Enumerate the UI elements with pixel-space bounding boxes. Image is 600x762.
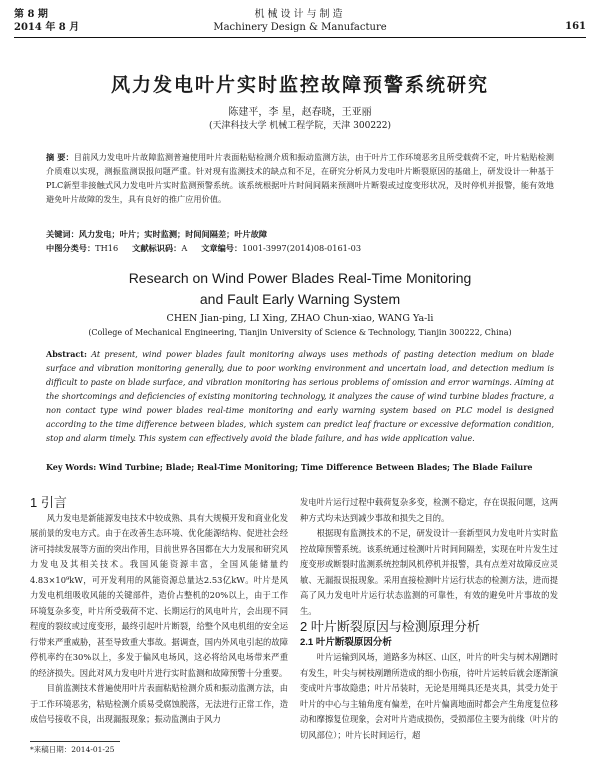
paragraph: 发电叶片运行过程中载荷复杂多变，检测不稳定，存在误报问题，这两种方式均未达到减少事故和损失之目的。 [300, 497, 558, 523]
keywords-text-en: Wind Turbine; Blade; Real-Time Monitoring; Time Difference Between Blades; The Blade Failure [99, 462, 533, 472]
paragraph: 风力发电是新能源发电技术中较成熟、具有大规模开发和商业化发展前景的发电方式。由于在改善生态环境、优化能源结构、促进社会经济可持续发展等方面的突出作用，目前世界各国都在大力发展和研究风力发电及其相关技术。我国风能资源丰富，全国风能储量约4.83×10⁹kW，可开发利用的风能资源总量达2.53亿kW。叶片是风力发电机组吸收风能的关键部件，造价占整机的20%以上，由于工作环境复杂多变，叶片所受载荷不定、长期运行的风电叶片，会出现不同程度的裂纹或过度变形，最终引起叶片断裂，给整个风电机组的安全运行带来严重威胁，甚至导致重大事故。据调查，国内外风电引起的故障停机率约在30%以上，多发于偏风电场风，这必将给风电场带来严重的经济损失。因此对风力发电叶片进行实时监测和故障预警十分重要。 [30, 512, 288, 678]
authors-en: CHEN Jian-ping, LI Xing, ZHAO Chun-xiao, WANG Ya-li [166, 313, 434, 324]
keywords-label-zh: 关键词： [46, 229, 79, 239]
clc-value: TH16 [95, 243, 119, 253]
article-title-zh: 风力发电叶片实时监控故障预警系统研究 [110, 74, 489, 96]
title-en-line2: and Fault Early Warning System [199, 291, 401, 307]
abstract-zh [46, 150, 554, 206]
abstract-text-zh: 目前风力发电叶片故障监测普遍使用叶片表面粘贴检测介质和振动监测方法，由于叶片工作环境恶劣且所受载荷不定，叶片粘贴检测介质难以实现，测振监测误报问题严重。针对现有监测技术的缺点和不足，在研究分析风力发电叶片断裂原因的基础上，研发设计一种基于PLC新型非接触式风力发电叶片实时监测预警系统。该系统根据叶片时间间隔来预测叶片断裂或过度变形状况，及时停机并报警，能有效地避免叶片故障的发生，具有良好的推广应用价值。 [46, 152, 554, 204]
body-column-right [300, 495, 558, 743]
affiliation-zh: (天津科技大学 机械工程学院，天津 300222) [208, 121, 392, 131]
section-1-heading: 1 引言 [30, 495, 67, 510]
clc-label: 中图分类号： [46, 243, 96, 253]
journal-title-zh: 机械设计与制造 [254, 9, 346, 20]
section-2-heading: 2 叶片断裂原因与检测原理分析 [300, 619, 480, 634]
keywords-label-en: Key Words: [46, 462, 97, 472]
abstract-en [46, 347, 554, 446]
keywords-text-zh: 风力发电；叶片；实时监测；时间间隔差；叶片故障 [78, 229, 268, 239]
article-meta-zh [46, 227, 554, 255]
page-header [14, 6, 586, 42]
journal-title-en: Machinery Design & Manufacture [213, 22, 387, 33]
keywords-en [46, 462, 554, 472]
authors-zh: 陈建平，李 星，赵春晓，王亚丽 [228, 107, 372, 118]
issue-number: 第 8 期 [14, 9, 48, 20]
abstract-label-en: Abstract: [46, 349, 87, 359]
page-number: 161 [565, 21, 586, 32]
article-no-label: 文章编号： [201, 243, 243, 253]
journal-name [14, 8, 586, 34]
issue-date: 2014 年 8 月 [14, 22, 80, 33]
doc-code-label: 文献标识码： [132, 243, 182, 253]
keywords-zh [46, 227, 554, 241]
section-2-1-heading: 2.1 叶片断裂原因分析 [300, 636, 392, 648]
footnote-rule [30, 741, 120, 742]
received-date-footnote: *来稿日期：2014-01-25 [30, 745, 115, 754]
paragraph: 目前监测技术普遍使用叶片表面粘贴检测介质和振动监测方法，由于工作环境恶劣，粘贴检测介质易受腐蚀脱落，无法进行正常工作，造成信号接收不良，出现漏报现象；振动监测由于风力 [30, 683, 288, 724]
header-rule [14, 37, 586, 38]
affiliation-en: (College of Mechanical Engineering, Tianjin University of Science & Technology, Tianjin 300222, China) [88, 328, 512, 337]
abstract-text-en: At present, wind power blades fault monitoring always uses methods of pasting detection medium on blade surface and vibration monitoring generally, due to poor working environment and uncertain load, and detection medium is difficult to paste on blade surface, and vibration monitoring has serious problems of omission and error warnings. Aiming at the shortcomings and deficiencies of existing monitoring technology, it analyzes the cause of wind turbine blades fracture, a non contact type wind power blades real-time monitoring and early warning system based on PLC model is designed according to the time difference between blades, which system can predict leaf fracture or excessive deformation condition, stop and alarm timely. This system can effectively avoid the blade failure, and has wide application value. [46, 350, 554, 443]
body-column-left [30, 495, 288, 728]
doc-code-value: A [181, 243, 188, 253]
abstract-label-zh: 摘 要： [46, 152, 74, 162]
paragraph: 根据现有监测技术的不足，研发设计一套新型风力发电叶片实时监控故障预警系统。该系统通过检测叶片时间间隔差，实现在叶片发生过度变形或断裂时监测系统控制风机停机并报警，具有点差对故障反应灵敏、无漏报误报现象。采用直接检测叶片运行状态的检测方法，进而提高了风力发电叶片运行状态监测的可靠性，有效的避免叶片事故的发生。 [300, 528, 558, 616]
article-no-value: 1001-3997(2014)08-0161-03 [242, 243, 362, 253]
article-title-en [0, 268, 600, 310]
title-en-line1: Research on Wind Power Blades Real-Time Monitoring [128, 270, 472, 286]
classification-line [46, 241, 554, 255]
paragraph: 叶片运输到风场，道路多为林区、山区，叶片的叶尖与树木剐蹭时有发生，叶尖与树枝剐蹭所造成的细小伤痕，待叶片运转后就会逐渐演变成叶片事故隐患；叶片吊装时，无论是用绳具还是夹具，其受力处于叶片的中心与主轴角度有偏差，在叶片偏离地面时都会产生角度复位移动和摩擦复位现象，会对叶片造成损伤，受损部位主要为前缘（叶片的切风部位）；叶片长时间运行，超 [300, 652, 558, 740]
